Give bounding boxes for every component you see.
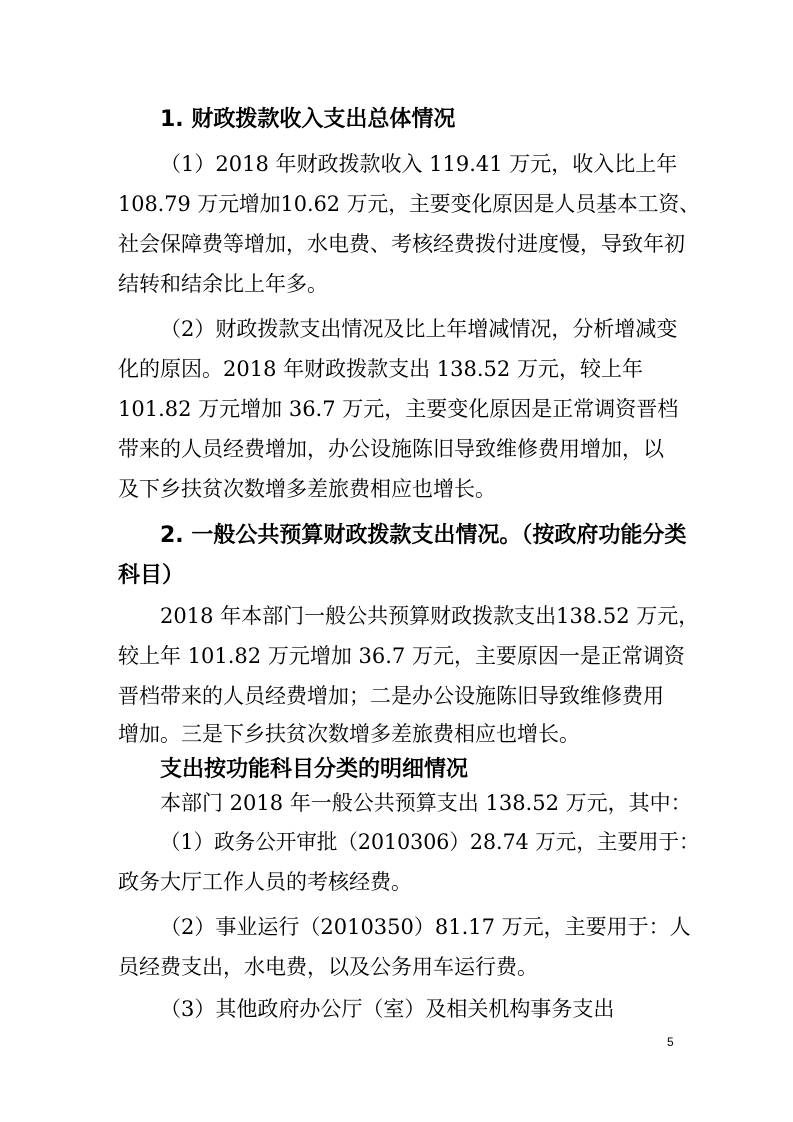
section-3-heading: 支出按功能科目分类的明细情况	[160, 757, 469, 782]
text-line: 员经费支出，水电费，以及公务用车运行费。	[118, 955, 538, 979]
text-line: （3）其他政府办公厅（室）及相关机构事务支出	[160, 997, 615, 1021]
text-line: 及下乡扶贫次数增多差旅费相应也增长。	[118, 477, 496, 501]
text-line: 101.82 万元增加 36.7 万元，主要变化原因是正常调资晋档	[118, 397, 679, 421]
text-line: 政务大厅工作人员的考核经费。	[118, 870, 412, 894]
text-line: 较上年 101.82 万元增加 36.7 万元，主要原因一是正常调资	[118, 644, 685, 668]
text-line: 108.79 万元增加10.62 万元，主要变化原因是人员基本工资、	[118, 192, 701, 216]
text-line: （1）2018 年财政拨款收入 119.41 万元，收入比上年	[160, 152, 678, 176]
text-line: （2）财政拨款支出情况及比上年增减情况，分析增减变	[160, 317, 678, 341]
text-line: 晋档带来的人员经费增加；二是办公设施陈旧导致维修费用	[118, 684, 664, 708]
text-line: 结转和结余比上年多。	[118, 272, 328, 296]
page-number: 5	[667, 1035, 674, 1049]
text-line: （2）事业运行（2010350）81.17 万元，主要用于：人	[160, 915, 691, 939]
section-1-heading: 1. 财政拨款收入支出总体情况	[160, 107, 456, 132]
text-line: 增加。三是下乡扶贫次数增多差旅费相应也增长。	[118, 722, 580, 746]
text-line: 2018 年本部门一般公共预算财政拨款支出138.52 万元，	[160, 604, 700, 628]
text-line: 带来的人员经费增加，办公设施陈旧导致维修费用增加，以	[118, 437, 664, 461]
text-line: （1）政务公开审批（2010306）28.74 万元，主要用于：	[160, 830, 700, 854]
section-2-heading-cont: 科目）	[118, 563, 185, 588]
text-line: 本部门 2018 年一般公共预算支出 138.52 万元，其中：	[160, 791, 692, 815]
text-line: 社会保障费等增加，水电费、考核经费拨付进度慢，导致年初	[118, 232, 685, 256]
text-line: 化的原因。2018 年财政拨款支出 138.52 万元，较上年	[118, 357, 643, 381]
section-2-heading: 2. 一般公共预算财政拨款支出情况。（按政府功能分类	[160, 523, 687, 548]
